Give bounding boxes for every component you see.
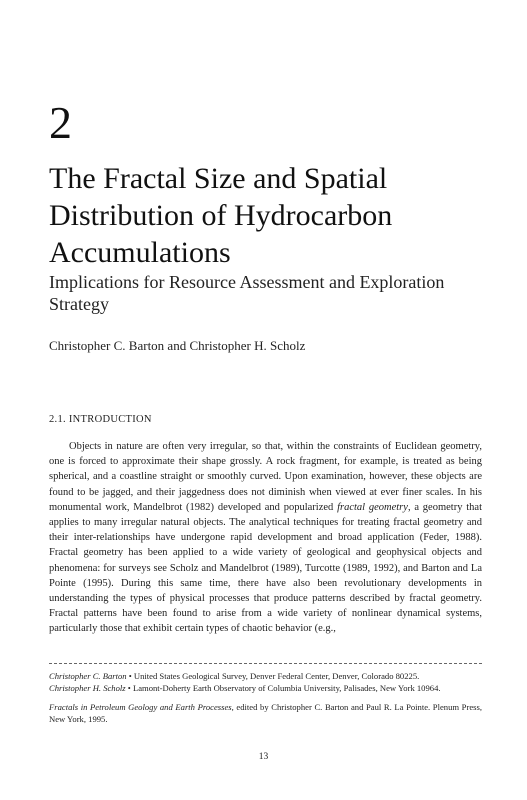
paragraph-text-end: , a geometry that applies to many irregular natural objects. The analytical techniques for treating fractal geometry and their inter-relationships have undergone rapid development and broad application (Feder, 1988). Fractal geometry has been applied to a wide variety of geological and geophysical objects and phenomena: for surveys see Scholz and Mandelbrot (1989), Turcotte (1989, 1992), and Barton and La Pointe (1995). During this same time, there have also been revolutionary developments in understanding the types of physical processes that produce patterns described by fractal geometry. Fractal patterns have been found to arise from a wide variety of nonlinear dynamical systems, particularly those that exhibit certain types of chaotic behavior (e.g., — [49, 501, 482, 635]
author-line: Christopher C. Barton and Christopher H. Scholz — [49, 338, 306, 353]
chapter-title: The Fractal Size and Spatial Distribution of Hydrocarbon Accumulations — [49, 162, 393, 269]
footnote-author-2-affiliation: • Lamont-Doherty Earth Observatory of Columbia University, Palisades, New York 10964. — [125, 683, 441, 694]
chapter-number: 2 — [49, 97, 72, 148]
footnote-author-1 — [49, 670, 482, 682]
footnote-author-2 — [49, 682, 482, 694]
section-heading: 2.1. INTRODUCTION — [49, 414, 152, 425]
paragraph-intro — [49, 439, 482, 637]
footnote-author-1-affiliation: • United States Geological Survey, Denver Federal Center, Denver, Colorado 80225. — [126, 671, 420, 681]
footnote-book-citation — [49, 701, 482, 726]
paragraph-text-start: Objects in nature are often very irregular, so that, within the constraints of Euclidean geometry, one is forced to approximate their shape grossly. A rock fragment, for example, is treated as being spherical, and a coastline straight or smoothly curved. Upon examination, however, these objects are found to be jagged, and their jaggedness does not diminish when viewed at ever finer scales. In his monumental work, Mandelbrot (1982) developed and popularized — [49, 441, 482, 513]
footnote-author-1-name: Christopher C. Barton — [49, 671, 127, 681]
page-number: 13 — [258, 752, 269, 762]
footnote-author-2-name: Christopher H. Scholz — [49, 683, 126, 694]
footnote-divider — [49, 663, 482, 664]
footnotes — [49, 670, 482, 725]
term-fractal-geometry: fractal geometry — [337, 501, 408, 513]
chapter-subtitle: Implications for Resource Assessment and Exploration Strategy — [49, 272, 445, 314]
footnote-book-title: Fractals in Petroleum Geology and Earth Processes — [49, 701, 232, 712]
body-text — [49, 439, 482, 637]
footnote-book-details: , edited by Christopher C. Barton and Paul R. La Pointe. Plenum Press, New York, 1995. — [49, 701, 482, 724]
